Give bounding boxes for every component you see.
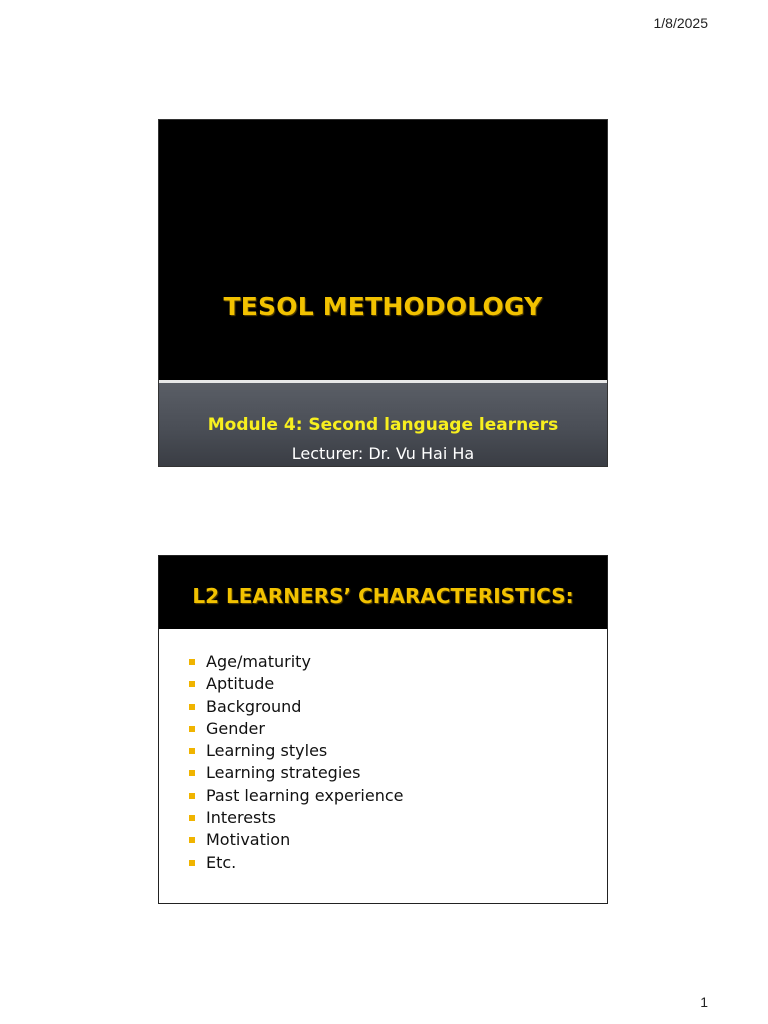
list-item-text: Age/maturity xyxy=(206,652,311,671)
list-item xyxy=(189,829,403,851)
list-item xyxy=(189,651,403,673)
title-slide xyxy=(158,119,608,467)
bullet-icon xyxy=(189,815,195,821)
slide-heading: L2 LEARNERS’ CHARACTERISTICS: xyxy=(192,584,574,608)
list-item xyxy=(189,740,403,762)
list-item-text: Motivation xyxy=(206,830,291,850)
bullet-icon xyxy=(189,793,195,799)
list-item-text: Learning styles xyxy=(206,741,328,761)
list-item xyxy=(189,785,403,807)
page-number: 1 xyxy=(700,994,708,1010)
list-item xyxy=(189,718,403,740)
bullet-icon xyxy=(189,860,195,866)
bullet-icon xyxy=(189,726,195,732)
list-item xyxy=(189,673,403,695)
bullet-icon xyxy=(189,704,195,710)
module-subtitle: Module 4: Second language learners xyxy=(207,415,559,435)
bullet-icon xyxy=(189,748,195,754)
list-item xyxy=(189,807,403,829)
bullet-icon xyxy=(189,837,195,843)
list-item-text: Interests xyxy=(206,808,276,828)
slide-title: TESOL METHODOLOGY xyxy=(223,292,543,321)
list-item-text: Gender xyxy=(206,718,265,738)
lecturer-name: Lecturer: Dr. Vu Hai Ha xyxy=(291,444,475,463)
bullet-icon xyxy=(189,681,195,687)
bullet-icon xyxy=(189,770,195,776)
list-item-text: Etc. xyxy=(206,852,237,872)
characteristics-slide xyxy=(158,555,608,904)
page-date: 1/8/2025 xyxy=(653,15,708,31)
bullet-icon xyxy=(189,659,195,665)
list-item xyxy=(189,696,403,718)
characteristics-list xyxy=(189,651,403,874)
list-item xyxy=(189,762,403,784)
list-item-text: Learning strategies xyxy=(206,763,361,783)
list-item-text: Aptitude xyxy=(206,674,275,694)
list-item-text: Background xyxy=(206,696,302,716)
list-item xyxy=(189,852,403,874)
list-item-text: Past learning experience xyxy=(206,785,404,805)
